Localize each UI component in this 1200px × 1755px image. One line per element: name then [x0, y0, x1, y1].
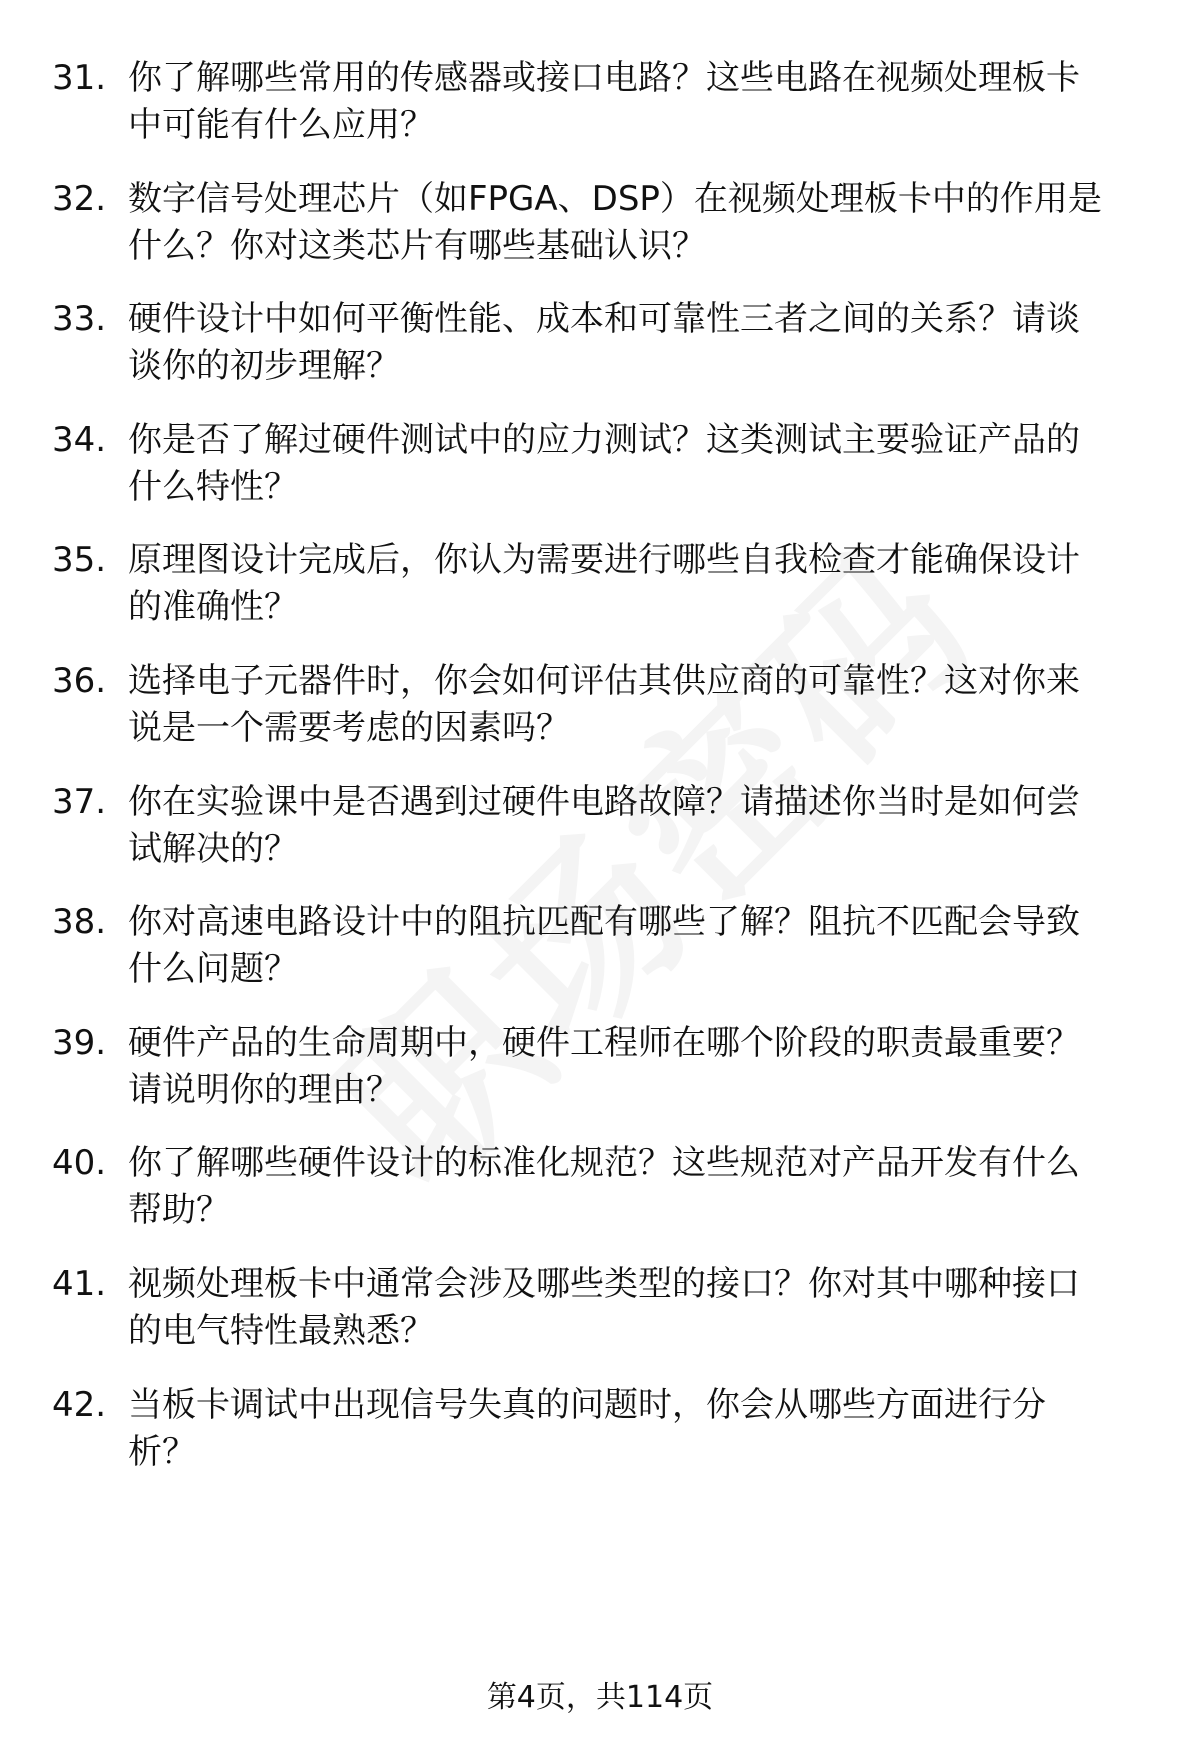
question-text-line: 试解决的？: [128, 828, 298, 869]
question-text: [128, 417, 1148, 511]
question-text: [128, 55, 1148, 149]
question-text-line: 你在实验课中是否遇到过硬件电路故障？请描述你当时是如何尝: [128, 781, 1080, 822]
question-item: [0, 296, 1200, 416]
question-text: [128, 1020, 1148, 1114]
question-text: [128, 1140, 1148, 1234]
question-number: 40.: [52, 1143, 107, 1184]
question-text-line: 数字信号处理芯片（如FPGA、DSP）在视频处理板卡中的作用是: [128, 178, 1102, 219]
question-text-line: 你了解哪些硬件设计的标准化规范？这些规范对产品开发有什么: [128, 1143, 1080, 1184]
question-text-line: 你是否了解过硬件测试中的应力测试？这类测试主要验证产品的: [128, 419, 1080, 460]
question-text: [128, 296, 1148, 390]
question-text-line: 你对高速电路设计中的阻抗匹配有哪些了解？阻抗不匹配会导致: [128, 902, 1080, 943]
question-item: [0, 658, 1200, 778]
question-item: [0, 1140, 1200, 1260]
question-number: 36.: [52, 661, 107, 701]
question-number: 42.: [52, 1384, 107, 1425]
question-number: 31.: [52, 58, 107, 98]
question-text-line: 硬件产品的生命周期中，硬件工程师在哪个阶段的职责最重要？: [128, 1022, 1080, 1063]
question-number: 39.: [52, 1022, 107, 1063]
question-text-line: 中可能有什么应用？: [128, 105, 434, 145]
question-text: [128, 658, 1148, 752]
question-item: [0, 1020, 1200, 1140]
question-text: [128, 1382, 1148, 1476]
question-text-line: 当板卡调试中出现信号失真的问题时，你会从哪些方面进行分: [128, 1384, 1046, 1425]
question-number: 41.: [52, 1264, 107, 1304]
question-item: [0, 1382, 1200, 1502]
question-number: 35.: [52, 540, 107, 581]
question-number: 34.: [52, 419, 107, 460]
question-item: [0, 176, 1200, 296]
question-text-line: 原理图设计完成后，你认为需要进行哪些自我检查才能确保设计: [128, 540, 1080, 581]
question-item: [0, 1261, 1200, 1381]
question-text-line: 什么问题？: [128, 949, 298, 990]
question-text: [128, 1261, 1148, 1355]
question-number: 37.: [52, 781, 107, 822]
question-item: [0, 417, 1200, 537]
question-text-line: 选择电子元器件时，你会如何评估其供应商的可靠性？这对你来: [128, 661, 1080, 701]
question-text: [128, 899, 1148, 993]
question-text-line: 说是一个需要考虑的因素吗？: [128, 708, 570, 748]
question-item: [0, 55, 1200, 175]
question-text: [128, 176, 1148, 270]
question-text: [128, 537, 1148, 631]
page-footer: 第4页，共114页: [486, 1680, 714, 1715]
question-item: [0, 537, 1200, 657]
question-number: 32.: [52, 178, 107, 219]
question-item: [0, 779, 1200, 899]
question-text-line: 什么特性？: [128, 466, 298, 507]
question-item: [0, 899, 1200, 1019]
question-text-line: 什么？你对这类芯片有哪些基础认识？: [128, 225, 706, 266]
question-text-line: 视频处理板卡中通常会涉及哪些类型的接口？你对其中哪种接口: [128, 1264, 1080, 1304]
question-number: 38.: [52, 902, 107, 943]
question-text-line: 的电气特性最熟悉？: [128, 1311, 434, 1351]
question-text: [128, 779, 1148, 873]
question-text-line: 析？: [128, 1431, 196, 1472]
question-text-line: 帮助？: [128, 1190, 230, 1231]
question-text-line: 的准确性？: [128, 587, 298, 628]
question-text-line: 谈你的初步理解？: [128, 346, 400, 387]
question-text-line: 请说明你的理由？: [128, 1069, 400, 1110]
question-text-line: 硬件设计中如何平衡性能、成本和可靠性三者之间的关系？请谈: [128, 299, 1080, 340]
question-number: 33.: [52, 299, 107, 340]
question-text-line: 你了解哪些常用的传感器或接口电路？这些电路在视频处理板卡: [128, 58, 1080, 98]
